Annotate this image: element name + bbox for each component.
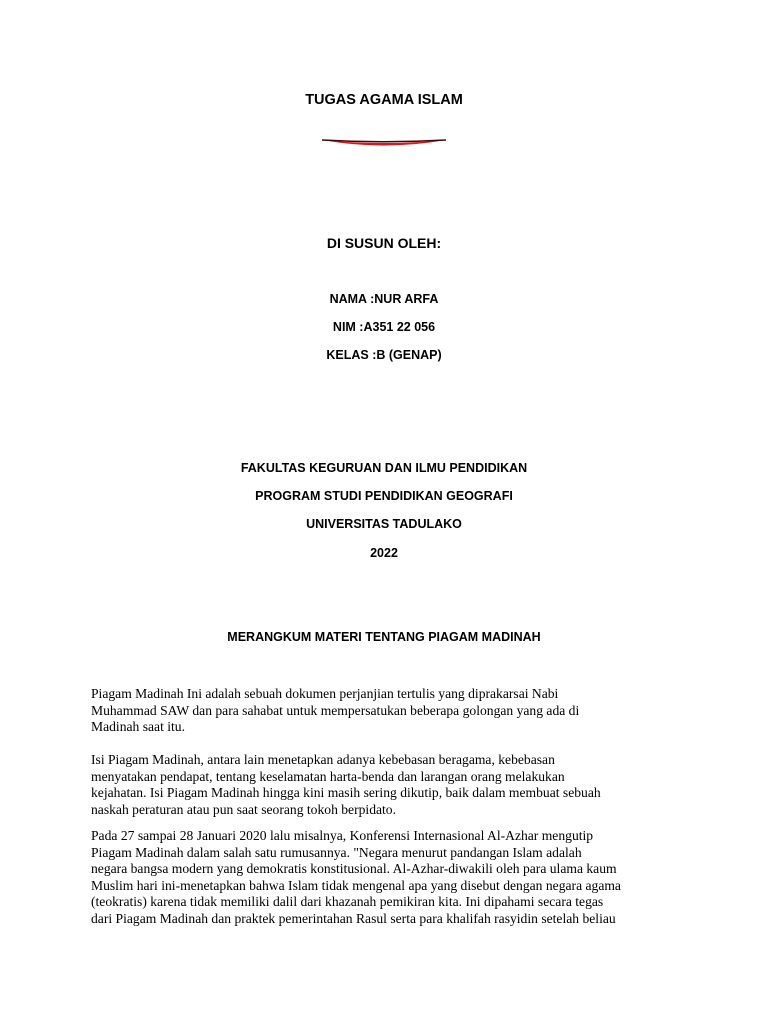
student-class: KELAS :B (GENAP) [326,348,442,362]
study-program: PROGRAM STUDI PENDIDIKAN GEOGRAFI [255,489,513,503]
paragraph-line: kejahatan. Isi Piagam Madinah hingga kini masih sering dikutip, baik dalam membuat sebuah [91,785,601,801]
paragraph-line: Piagam Madinah Ini adalah sebuah dokumen perjanjian tertulis yang diprakarsai Nabi [91,686,559,701]
student-name: NAMA :NUR ARFA [329,292,439,306]
paragraph-line: naskah peraturan atau pun saat seorang tokoh berpidato. [91,801,396,817]
document-title: TUGAS AGAMA ISLAM [305,92,463,108]
document-year: 2022 [370,546,398,560]
paragraph-line: Pada 27 sampai 28 Januari 2020 lalu misalnya, Konferensi Internasional Al-Azhar mengutip [91,828,594,843]
student-nim: NIM :A351 22 056 [332,320,436,334]
paragraph-line: Madinah saat itu. [91,719,186,735]
paragraph-line: negara bangsa modern yang demokratis konstitusional. Al-Azhar-diwakili oleh para ulama kaum [91,861,617,877]
paragraph-3 [91,828,691,928]
paragraph-line: dari Piagam Madinah dan praktek pemerintahan Rasul serta para khalifah rasyidin setelah beliau [91,910,616,926]
paragraph-line: Muhammad SAW dan para sahabat untuk mempersatukan beberapa golongan yang ada di [91,702,580,718]
paragraph-1 [91,686,691,736]
paragraph-2 [91,752,691,818]
content-heading: MERANGKUM MATERI TENTANG PIAGAM MADINAH [227,630,541,644]
decorative-divider [320,137,448,149]
paragraph-line: Piagam Madinah dalam salah satu rumusannya. "Negara menurut pandangan Islam adalah [91,844,582,860]
paragraph-line: (teokratis) karena tidak memiliki dalil dari khazanah pemikiran kita. Ini dipahami secara tegas [91,894,604,910]
paragraph-line: menyatakan pendapat, tentang keselamatan harta-benda dan larangan orang melakukan [91,768,565,784]
university-name: UNIVERSITAS TADULAKO [306,517,462,531]
faculty-name: FAKULTAS KEGURUAN DAN ILMU PENDIDIKAN [240,461,528,475]
paragraph-line: Muslim hari ini-menetapkan bahwa Islam tidak mengenal apa yang disebut dengan negara agama [91,877,621,893]
divider-dark-line [322,140,446,142]
paragraph-line: Isi Piagam Madinah, antara lain menetapkan adanya kebebasan beragama, kebebasan [91,752,555,767]
author-heading: DI SUSUN OLEH: [326,235,442,251]
